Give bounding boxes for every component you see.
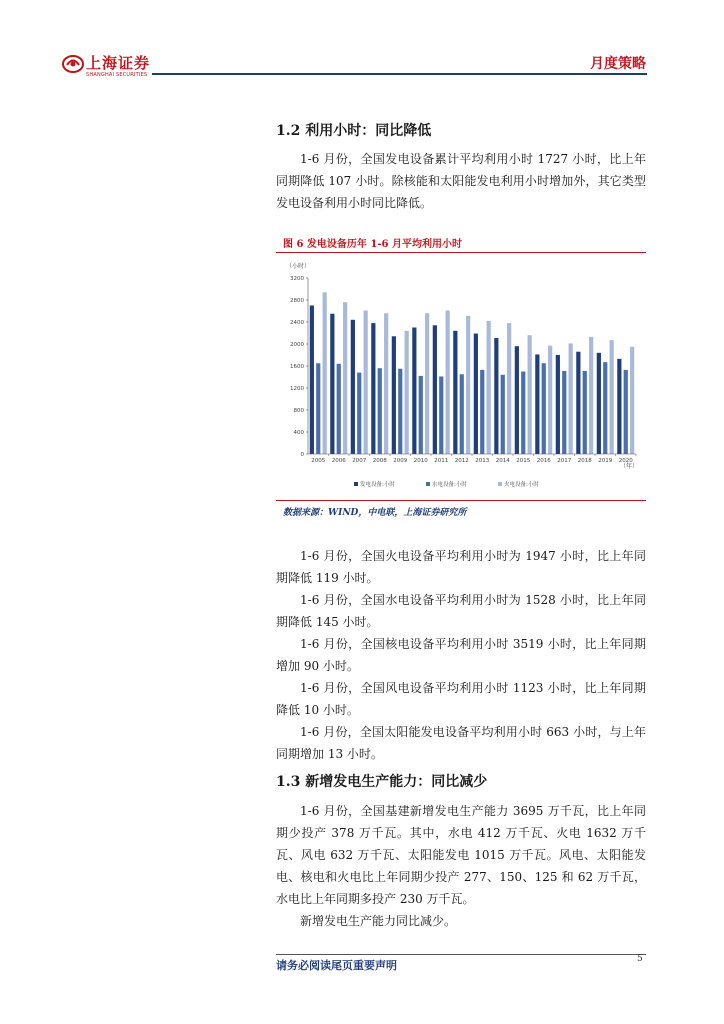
- x-tick-label: 2010: [413, 458, 428, 464]
- bar: [351, 320, 355, 454]
- logo-subtitle: SHANGHAI SECURITIES: [86, 72, 148, 78]
- bar: [610, 340, 614, 454]
- x-tick-label: 2007: [352, 458, 367, 464]
- utilization-hours-chart: [276, 256, 646, 496]
- bar: [528, 335, 532, 454]
- bar: [330, 314, 334, 454]
- x-tick-label: 2020: [618, 458, 633, 464]
- bar: [583, 371, 587, 454]
- y-tick-label: 1600: [290, 364, 304, 370]
- bar: [405, 331, 409, 454]
- bar: [398, 369, 402, 454]
- y-tick-label: 800: [293, 408, 304, 414]
- bar: [378, 368, 382, 454]
- bar: [439, 376, 443, 454]
- chart-x-axis: [308, 454, 636, 464]
- paragraph-hydro-hours: 1-6 月份，全国水电设备平均利用小时为 1528 小时，比上年同期降低 145 小时。: [276, 593, 646, 629]
- page-number: 5: [637, 954, 643, 964]
- bar: [597, 353, 601, 454]
- y-tick-label: 2400: [290, 320, 304, 326]
- chart-legend: [354, 480, 539, 488]
- x-tick-label: 2012: [454, 458, 469, 464]
- header-title: 月度策略: [590, 56, 646, 72]
- bar: [316, 363, 320, 454]
- x-tick-label: 2014: [495, 458, 510, 464]
- paragraph-wind-hours: 1-6 月份，全国风电设备平均利用小时 1123 小时，比上年同期降低 10 小时。: [276, 681, 646, 717]
- bar: [501, 375, 505, 454]
- bar: [412, 328, 416, 455]
- bar: [562, 371, 566, 454]
- y-tick-label: 1200: [290, 386, 304, 392]
- bar: [624, 370, 628, 454]
- bar: [569, 343, 573, 454]
- figure-bottom-rule: [276, 500, 646, 501]
- bar: [617, 359, 621, 454]
- paragraph-new-capacity: 1-6 月份，全国基建新增发电生产能力 3695 万千瓦，比上年同期少投产 378 万千瓦。其中，水电 412 万千瓦、火电 1632 万千瓦、风电 632 万千瓦、太阳能发电 1015 万千瓦。风电、太阳能发电、核电和火电比上年同期少投产 277、150、125 和 62 万千瓦，水电比上年同期多投产 230 万千瓦。: [276, 804, 646, 906]
- bar: [357, 373, 361, 454]
- bar: [515, 346, 519, 454]
- x-tick-label: 2013: [475, 458, 490, 464]
- legend-swatch: [354, 482, 358, 486]
- x-tick-label: 2018: [577, 458, 592, 464]
- bar: [474, 334, 478, 454]
- legend-label: 水电设备:小时: [432, 482, 467, 488]
- bar: [364, 310, 368, 454]
- x-tick-label: 2011: [434, 458, 449, 464]
- bar: [589, 337, 593, 454]
- bar: [460, 374, 464, 454]
- bar: [419, 376, 423, 454]
- header-rule: [152, 73, 647, 75]
- bar: [603, 362, 607, 454]
- footer-disclaimer: 请务必阅读尾页重要声明: [276, 959, 397, 972]
- x-tick-label: 2009: [393, 458, 408, 464]
- x-tick-label: 2015: [516, 458, 531, 464]
- chart-y-axis: [290, 276, 308, 458]
- logo-name: 上海证券: [86, 54, 151, 72]
- bar: [384, 313, 388, 454]
- y-tick-label: 2800: [290, 298, 304, 304]
- footer-rule: [276, 954, 646, 955]
- y-tick-label: 2000: [290, 342, 304, 348]
- bar: [556, 355, 560, 454]
- figure-source: 数据来源：WIND，中电联，上海证券研究所: [283, 508, 467, 518]
- bar: [337, 364, 341, 454]
- bar: [548, 346, 552, 454]
- paragraph-nuclear-hours: 1-6 月份，全国核电设备平均利用小时 3519 小时，比上年同期增加 90 小时。: [276, 637, 646, 673]
- legend-label: 发电设备:小时: [360, 482, 395, 488]
- chart-y-label: （小时）: [286, 263, 311, 270]
- bar: [466, 316, 470, 454]
- paragraph-utilization-summary: 1-6 月份，全国发电设备累计平均利用小时 1727 小时，比上年同期降低 107 小时。除核能和太阳能发电利用小时增加外，其它类型发电设备利用小时同比降低。: [276, 152, 646, 210]
- x-tick-label: 2006: [331, 458, 346, 464]
- bar: [433, 325, 437, 454]
- bar: [371, 323, 375, 454]
- bar: [446, 310, 450, 454]
- x-tick-label: 2008: [372, 458, 387, 464]
- bar: [453, 331, 457, 454]
- section-heading-1-2: 1.2 利用小时：同比降低: [276, 123, 432, 139]
- bar: [323, 292, 327, 454]
- legend-swatch: [498, 482, 502, 486]
- bar: [542, 363, 546, 454]
- x-tick-label: 2019: [598, 458, 613, 464]
- section-heading-1-3: 1.3 新增发电生产能力：同比减少: [276, 774, 488, 790]
- paragraph-capacity-conclusion: 新增发电生产能力同比减少。: [300, 914, 457, 928]
- x-tick-label: 2016: [536, 458, 551, 464]
- paragraph-solar-hours: 1-6 月份，全国太阳能发电设备平均利用小时 663 小时，与上年同期增加 13 小时。: [276, 725, 646, 761]
- chart-bars: [310, 292, 635, 454]
- legend-label: 火电设备:小时: [504, 482, 539, 488]
- chart-x-label: （年）: [620, 463, 639, 470]
- bar: [535, 354, 539, 454]
- bar: [494, 338, 498, 454]
- paragraph-thermal-hours: 1-6 月份，全国火电设备平均利用小时为 1947 小时，比上年同期降低 119 小时。: [276, 549, 646, 585]
- bar: [521, 372, 525, 455]
- x-tick-label: 2005: [311, 458, 326, 464]
- y-tick-label: 3200: [290, 276, 304, 282]
- bar: [507, 323, 511, 454]
- legend-swatch: [426, 482, 430, 486]
- bar: [392, 336, 396, 454]
- figure-title: 图 6 发电设备历年 1-6 月平均利用小时: [283, 239, 462, 250]
- bar: [487, 321, 491, 454]
- bar: [425, 313, 429, 454]
- logo-mark-icon: [62, 52, 84, 74]
- figure-top-rule: [276, 252, 646, 253]
- bar: [576, 352, 580, 454]
- bar: [480, 370, 484, 454]
- x-tick-label: 2017: [557, 458, 572, 464]
- company-logo: [62, 50, 151, 82]
- bar: [310, 306, 314, 455]
- y-tick-label: 0: [300, 452, 304, 458]
- y-tick-label: 400: [293, 430, 304, 436]
- bar: [343, 302, 347, 454]
- bar: [630, 347, 634, 454]
